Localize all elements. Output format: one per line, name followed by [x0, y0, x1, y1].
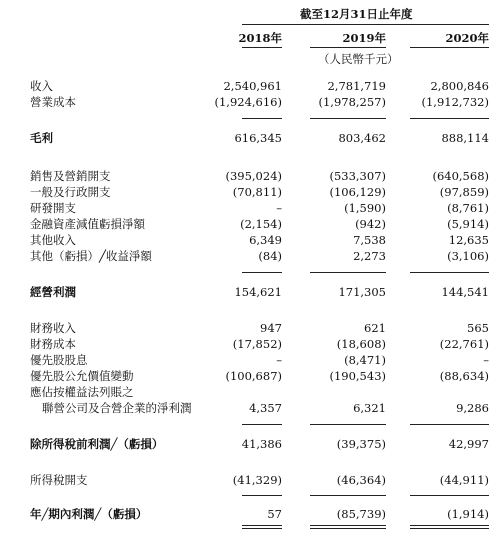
row-value: 171,305 — [338, 285, 386, 299]
row-value: (70,811) — [232, 185, 282, 199]
row-value: (46,364) — [336, 473, 386, 487]
double-rule-2020 — [410, 525, 489, 529]
year-underline-2018 — [242, 47, 282, 48]
row-value: (88,634) — [439, 369, 489, 383]
row-label-other-income: 其他收入 — [30, 233, 76, 247]
rule-2-2020 — [410, 272, 489, 273]
row-value: (44,911) — [439, 473, 489, 487]
row-label-finance-costs: 財務成本 — [30, 337, 76, 351]
rule-4-2018 — [242, 495, 282, 496]
row-value: (85,739) — [336, 507, 386, 521]
double-rule-2018 — [242, 525, 282, 529]
row-value: (395,024) — [225, 169, 282, 183]
rule-3-2020 — [410, 424, 489, 425]
rule-3-2018 — [242, 424, 282, 425]
row-value: (1,590) — [344, 201, 386, 215]
row-label-finance-income: 財務收入 — [30, 321, 76, 335]
period-underline — [242, 24, 489, 25]
row-value: (18,608) — [336, 337, 386, 351]
row-value: (533,307) — [329, 169, 386, 183]
row-value: (106,129) — [329, 185, 386, 199]
row-value: 6,321 — [353, 401, 386, 415]
row-value: (8,761) — [447, 201, 489, 215]
row-value: 144,541 — [441, 285, 489, 299]
row-value: (3,106) — [447, 249, 489, 263]
rule-4-2020 — [410, 495, 489, 496]
row-value: (41,329) — [232, 473, 282, 487]
row-value: (1,978,257) — [318, 95, 386, 109]
row-value: 565 — [467, 321, 489, 335]
row-value: 6,349 — [249, 233, 282, 247]
row-value: (17,852) — [232, 337, 282, 351]
row-value: 41,386 — [241, 437, 282, 451]
row-value: (640,568) — [432, 169, 489, 183]
row-label-equity-method-line1: 應佔按權益法列賬之 — [30, 385, 134, 399]
row-value: 154,621 — [234, 285, 282, 299]
row-value: 42,997 — [448, 437, 489, 451]
year-underline-2020 — [410, 47, 489, 48]
rule-2-2018 — [242, 272, 282, 273]
row-value: (1,914) — [447, 507, 489, 521]
row-value: 2,800,846 — [430, 79, 489, 93]
row-value: 12,635 — [448, 233, 489, 247]
row-label-rd-expenses: 研發開支 — [30, 201, 76, 215]
row-label-admin-expenses: 一般及行政開支 — [30, 185, 111, 199]
row-label-selling-expenses: 銷售及營銷開支 — [30, 169, 111, 183]
double-rule-2019 — [310, 525, 386, 529]
row-label-profit-before-tax: 除所得稅前利潤╱（虧損） — [30, 437, 164, 451]
rule-2-2019 — [310, 272, 386, 273]
row-value: 947 — [260, 321, 282, 335]
row-value: 57 — [267, 507, 282, 521]
row-value: 4,357 — [249, 401, 282, 415]
row-value: – — [276, 353, 282, 367]
rule-3-2019 — [310, 424, 386, 425]
unit-label: （人民幣千元） — [318, 52, 399, 66]
row-value: (39,375) — [336, 437, 386, 451]
row-value: (190,543) — [329, 369, 386, 383]
rule-1-2019 — [310, 118, 386, 119]
row-label-equity-method-line2: 聯營公司及合營企業的淨利潤 — [42, 401, 192, 415]
year-header-2018: 2018年 — [238, 31, 282, 45]
row-value: 9,286 — [456, 401, 489, 415]
year-header-2019: 2019年 — [342, 31, 386, 45]
row-label-preferred-fair-value: 優先股公允價值變動 — [30, 369, 134, 383]
row-label-income-tax: 所得稅開支 — [30, 473, 88, 487]
row-value: – — [483, 353, 489, 367]
year-underline-2019 — [310, 47, 386, 48]
row-value: – — [276, 201, 282, 215]
period-header: 截至12月31日止年度 — [300, 7, 413, 21]
row-value: (22,761) — [439, 337, 489, 351]
row-value: (8,471) — [344, 353, 386, 367]
row-value: 621 — [364, 321, 386, 335]
row-value: (84) — [258, 249, 282, 263]
row-value: (942) — [355, 217, 386, 231]
row-value: 2,273 — [353, 249, 386, 263]
row-label-other-gains: 其他（虧損）╱收益淨額 — [30, 249, 152, 263]
row-label-cost-of-sales: 營業成本 — [30, 95, 76, 109]
row-label-preferred-dividends: 優先股股息 — [30, 353, 88, 367]
row-value: 7,538 — [353, 233, 386, 247]
rule-4-2019 — [310, 495, 386, 496]
row-value: (1,912,732) — [421, 95, 489, 109]
row-label-gross-profit: 毛利 — [30, 131, 53, 145]
row-label-impairment: 金融資產減值虧損淨額 — [30, 217, 145, 231]
row-value: (97,859) — [439, 185, 489, 199]
rule-1-2020 — [410, 118, 489, 119]
row-value: (1,924,616) — [214, 95, 282, 109]
row-value: 2,540,961 — [223, 79, 282, 93]
row-value: 888,114 — [441, 131, 489, 145]
row-value: 616,345 — [234, 131, 282, 145]
row-value: (100,687) — [225, 369, 282, 383]
row-value: (5,914) — [447, 217, 489, 231]
row-value: 2,781,719 — [327, 79, 386, 93]
row-value: 803,462 — [338, 131, 386, 145]
year-header-2020: 2020年 — [445, 31, 489, 45]
row-label-revenue: 收入 — [30, 79, 53, 93]
rule-1-2018 — [242, 118, 282, 119]
row-value: (2,154) — [240, 217, 282, 231]
row-label-net-profit: 年╱期內利潤╱（虧損） — [30, 507, 148, 521]
row-label-operating-profit: 經營利潤 — [30, 285, 76, 299]
